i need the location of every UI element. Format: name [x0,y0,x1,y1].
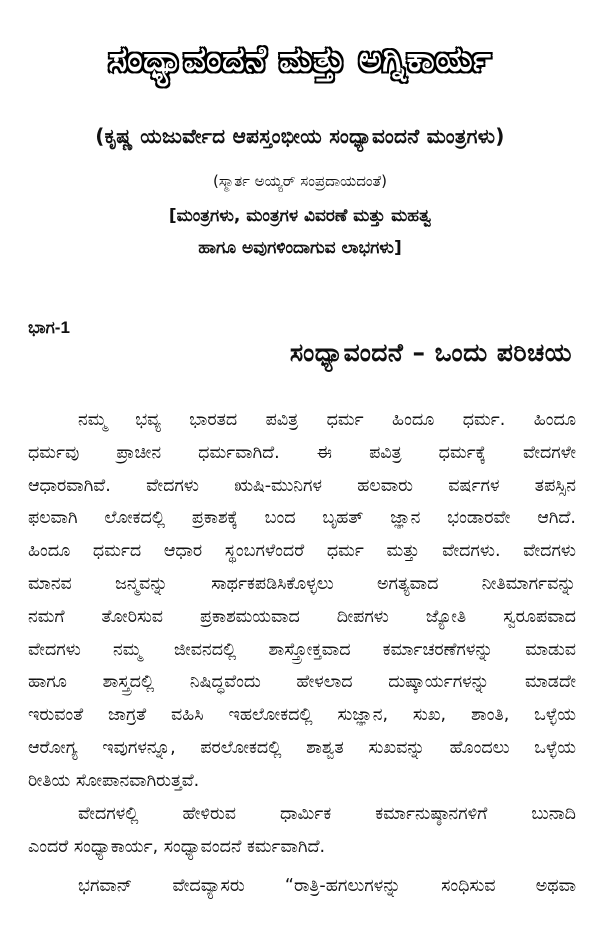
paragraph-2 [28,798,576,864]
text-line: ವೇದಗಳು ನಮ್ಮ ಜೀವನದಲ್ಲಿ ಶಾಸ್ತ್ರೋಕ್ತವಾದ ಕರ್ಮಾಚರಣೆಗಳನ್ನು ಮಾಡುವ [28,639,576,660]
text-line: ಹಿಂದೂ ಧರ್ಮದ ಆಧಾರ ಸ್ಥಂಬಗಳೆಂದರೆ ಧರ್ಮ ಮತ್ತು ವೇದಗಳು. ವೇದಗಳು [28,541,576,562]
paragraph-3 [28,870,576,903]
text-line: ಎಂದರೆ ಸಂಧ್ಯಾಕಾರ್ಯ, ಸಂಧ್ಯಾವಂದನೆ ಕರ್ಮವಾಗಿದೆ. [28,836,326,857]
text-line: ವೇದಗಳಲ್ಲಿ ಹೇಳಿರುವ ಧಾರ್ಮಿಕ ಕರ್ಮಾನುಷ್ಠಾನಗಳಿಗೆ ಬುನಾದಿ [78,804,576,824]
text-line: ಫಲವಾಗಿ ಲೋಕದಲ್ಲಿ ಪ್ರಕಾಶಕ್ಕೆ ಬಂದ ಬೃಹತ್ ಜ್ಞಾನ ಭಂಡಾರವೇ ಆಗಿದೆ. [28,508,576,529]
section-heading: ಸಂಧ್ಯಾವಂದನೆ – ಒಂದು ಪರಿಚಯ [289,338,572,367]
paragraph-1 [28,404,576,798]
text-line: ಮಾನವ ಜನ್ಮವನ್ನು ಸಾರ್ಥಕಪಡಿಸಿಕೊಳ್ಳಲು ಅಗತ್ಯವಾದ ನೀತಿಮಾರ್ಗವನ್ನು [28,573,576,594]
text-line: ಭಗವಾನ್ ವೇದವ್ಯಾಸರು “ರಾತ್ರಿ-ಹಗಲುಗಳನ್ನು ಸಂಧಿಸುವ ಅಥವಾ [78,876,576,896]
contents-description-line-2: ಹಾಗೂ ಅವುಗಳಿಂದಾಗುವ ಲಾಭಗಳು] [198,238,402,258]
text-line: ರೀತಿಯ ಸೋಪಾನವಾಗಿರುತ್ತವೆ. [28,770,200,791]
text-line: ಹಾಗೂ ಶಾಸ್ತ್ರದಲ್ಲಿ ನಿಷಿದ್ಧವೆಂದು ಹೇಳಲಾದ ದುಷ್ಕಾರ್ಯಗಳನ್ನು ಮಾಡದೇ [28,672,576,693]
text-line: ನಮಗೆ ತೋರಿಸುವ ಪ್ರಕಾಶಮಯವಾದ ದೀಪಗಳು ಜ್ಯೋತಿ ಸ್ವರೂಪವಾದ [28,606,576,627]
text-line: ಆರೋಗ್ಯ ಇವುಗಳನ್ನೂ, ಪರಲೋಕದಲ್ಲಿ ಶಾಶ್ವತ ಸುಖವನ್ನು ಹೊಂದಲು ಒಳ್ಳೆಯ [28,737,576,758]
text-line: ಇರುವಂತೆ ಜಾಗ್ರತೆ ವಹಿಸಿ ಇಹಲೋಕದಲ್ಲಿ ಸುಜ್ಞಾನ, ಸುಖ, ಶಾಂತಿ, ಒಳ್ಳೆಯ [28,705,576,726]
part-label: ಭಾಗ-1 [28,318,70,337]
tradition-note: (ಸ್ಮಾರ್ತ ಅಯ್ಯರ್ ಸಂಪ್ರದಾಯದಂತೆ) [213,172,387,190]
book-title: ಸಂಧ್ಯಾವಂದನೆ ಮತ್ತು ಅಗ್ನಿಕಾರ್ಯ [108,40,492,80]
contents-description-line-1: [ಮಂತ್ರಗಳು, ಮಂತ್ರಗಳ ವಿವರಣೆ ಮತ್ತು ಮಹತ್ವ [168,206,432,226]
text-line: ನಮ್ಮ ಭವ್ಯ ಭಾರತದ ಪವಿತ್ರ ಧರ್ಮ ಹಿಂದೂ ಧರ್ಮ. ಹಿಂದೂ [78,410,576,430]
text-line: ಧರ್ಮವು ಪ್ರಾಚೀನ ಧರ್ಮವಾಗಿದೆ. ಈ ಪವಿತ್ರ ಧರ್ಮಕ್ಕೆ ವೇದಗಳೇ [28,442,576,463]
text-line: ಆಧಾರವಾಗಿವೆ. ವೇದಗಳು ಋಷಿ-ಮುನಿಗಳ ಹಲವಾರು ವರ್ಷಗಳ ತಪಸ್ಸಿನ [28,475,576,496]
book-subtitle: (ಕೃಷ್ಣ ಯಜುರ್ವೇದ ಆಪಸ್ತಂಭೀಯ ಸಂಧ್ಯಾವಂದನೆ ಮಂತ್ರಗಳು) [95,124,505,148]
